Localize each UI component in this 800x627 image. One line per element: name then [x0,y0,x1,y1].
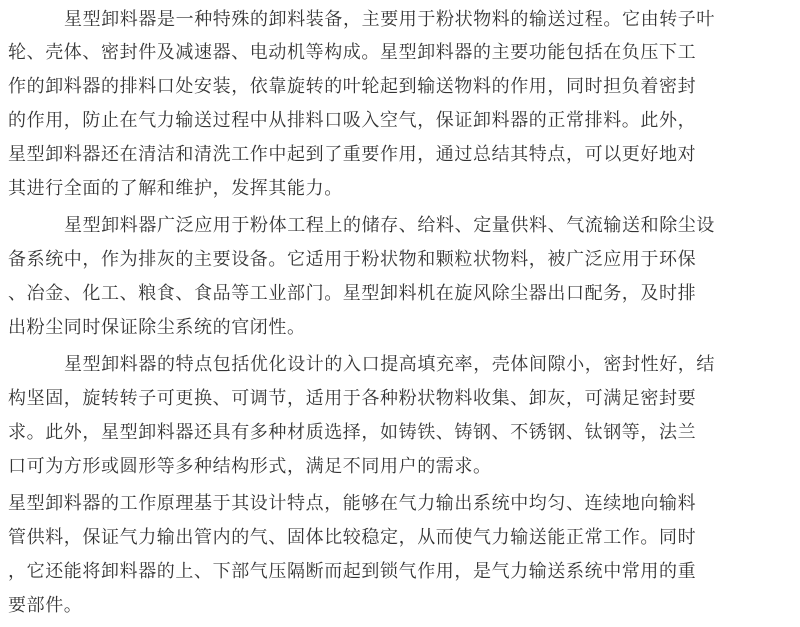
paragraph-1-line-2: 轮、壳体、密封件及减速器、电动机等构成。星型卸料器的主要功能包括在负压下工 [8,42,697,63]
paragraph-2-line-1: 星型卸料器广泛应用于粉体工程上的储存、给料、定量供料、气流输送和除尘设 [64,215,715,236]
paragraph-1-line-5: 星型卸料器还在清洁和清洗工作中起到了重要作用，通过总结其特点，可以更好地对 [8,144,697,165]
paragraph-2-line-4: 出粉尘同时保证除尘系统的官闭性。 [8,317,306,338]
paragraph-1-line-1: 星型卸料器是一种特殊的卸料装备，主要用于粉状物料的输送过程。它由转子叶 [64,9,715,30]
paragraph-3-line-2: 构坚固，旋转转子可更换、可调节，适用于各种粉状物料收集、卸灰，可满足密封要 [8,388,697,409]
paragraph-4-line-3: ，它还能将卸料器的上、下部气压隔断而起到锁气作用，是气力输送系统中常用的重 [8,561,697,582]
paragraph-2-line-3: 、冶金、化工、粮食、食品等工业部门。星型卸料机在旋风除尘器出口配务，及时排 [8,283,697,304]
paragraph-3-line-3: 求。此外，星型卸料器还具有多种材质选择，如铸铁、铸钢、不锈钢、钛钢等，法兰 [8,422,697,443]
paragraph-3-line-1: 星型卸料器的特点包括优化设计的入口提高填充率，壳体间隙小，密封性好，结 [64,354,715,375]
paragraph-3-line-4: 口可为方形或圆形等多种结构形式，满足不同用户的需求。 [8,456,492,477]
paragraph-1-line-6: 其进行全面的了解和维护，发挥其能力。 [8,178,343,199]
paragraph-4-line-1: 星型卸料器的工作原理基于其设计特点，能够在气力输出系统中均匀、连续地向输料 [8,493,697,514]
paragraph-1-line-4: 的作用，防止在气力输送过程中从排料口吸入空气，保证卸料器的正常排料。此外， [8,110,697,131]
paragraph-4-line-2: 管供料，保证气力输出管内的气、固体比较稳定，从而使气力输送能正常工作。同时 [8,527,697,548]
paragraph-2-line-2: 备系统中，作为排灰的主要设备。它适用于粉状物和颗粒状物料，被广泛应用于环保 [8,249,697,270]
paragraph-1-line-3: 作的卸料器的排料口处安装，依靠旋转的叶轮起到输送物料的作用，同时担负着密封 [8,76,697,97]
paragraph-4-line-4: 要部件。 [8,595,83,616]
